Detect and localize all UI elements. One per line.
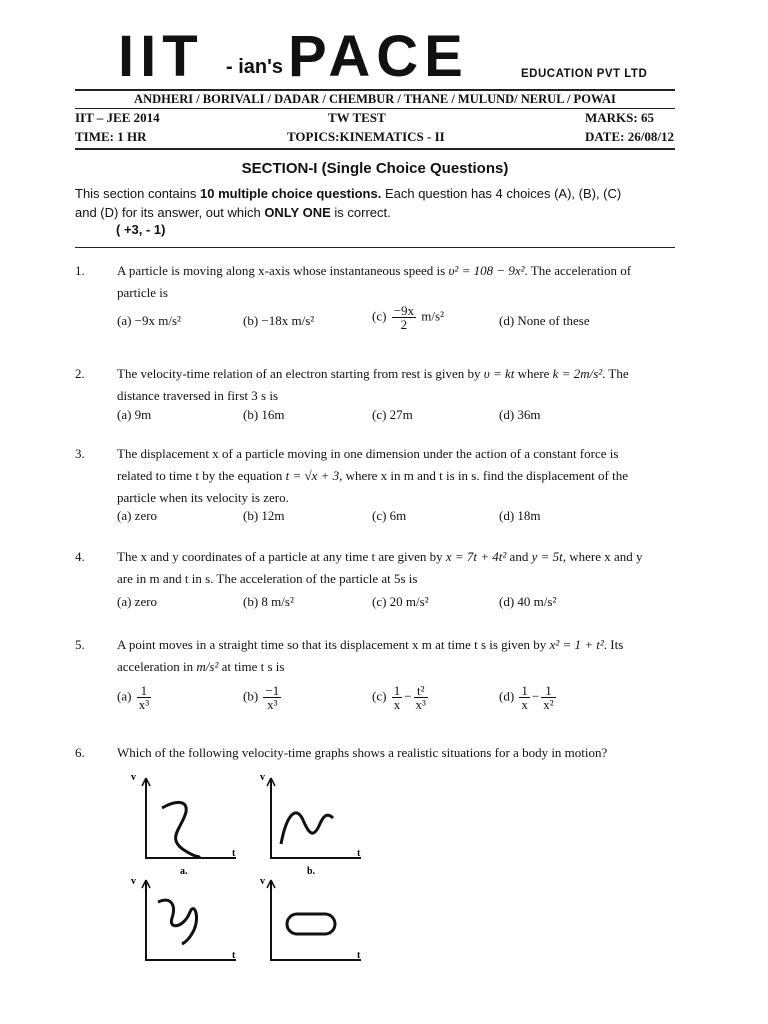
- q5-b-label: (b): [243, 688, 259, 704]
- q5-c-label: (c): [372, 688, 387, 704]
- exam-time: TIME: 1 HR: [75, 129, 147, 144]
- q2-line2: distance traversed in first 3 s is: [117, 388, 279, 403]
- logo-subtitle: EDUCATION PVT LTD: [521, 68, 648, 80]
- exam-name: IIT – JEE 2014: [75, 110, 160, 125]
- q5-c2-den: x³: [415, 697, 426, 712]
- q1-c-num: −9x: [393, 303, 415, 318]
- graph-c-t-label: t: [232, 950, 236, 961]
- q3-line3: particle when its velocity is zero.: [117, 490, 289, 505]
- q4-option-c: (c) 20 m/s²: [372, 594, 429, 609]
- section-title: SECTION-I (Single Choice Questions): [241, 160, 509, 177]
- graph-c-v-label: v: [131, 876, 136, 887]
- q5-line1-b: . Its: [603, 637, 624, 652]
- q4-equation-y: y = 5t: [531, 549, 563, 564]
- q4-line2: are in m and t in s. The acceleration of the particle at 5s is: [117, 571, 418, 586]
- q5-c2-num: t²: [414, 684, 428, 698]
- q5-d1-num: 1: [521, 683, 528, 698]
- logo-pace: PACE: [288, 24, 469, 89]
- q5-b-den: x³: [267, 697, 278, 712]
- q4-option-d: (d) 40 m/s²: [499, 594, 557, 609]
- q2-option-c: (c) 27m: [372, 407, 413, 422]
- question-6-number: 6.: [75, 745, 85, 760]
- q2-equation: υ = kt: [483, 366, 515, 381]
- q4-and: and: [509, 549, 529, 564]
- graph-d-t-label: t: [357, 950, 361, 961]
- graph-c: [128, 872, 243, 967]
- q5-c-fraction-2: [414, 684, 428, 711]
- q5-d-fraction-1: [519, 684, 530, 711]
- q3-equation: t = √x + 3: [285, 468, 340, 483]
- q5-d2-num: 1: [541, 684, 555, 698]
- marking-scheme: ( +3, - 1): [116, 222, 166, 237]
- q3-option-c: (c) 6m: [372, 508, 407, 523]
- question-3-text: [117, 443, 687, 509]
- q1-line1-end: . The acceleration of: [524, 263, 632, 278]
- q4-line1-a: The x and y coordinates of a particle at any time t are given by: [117, 549, 443, 564]
- q5-a-num: 1: [137, 684, 151, 698]
- q3-option-b: (b) 12m: [243, 508, 285, 523]
- question-2-number: 2.: [75, 366, 85, 381]
- intro-text-4: is correct.: [330, 205, 391, 220]
- graph-b-t-label: t: [357, 848, 361, 859]
- total-marks: MARKS: 65: [585, 110, 654, 125]
- intro-only-one: ONLY ONE: [264, 205, 331, 220]
- q5-d-label: (d): [499, 688, 515, 704]
- graph-a-t-label: t: [232, 848, 236, 859]
- q5-c-fraction-1: [392, 684, 403, 711]
- q5-c1-den: x: [393, 697, 401, 712]
- q3-line1: The displacement x of a particle moving in one dimension under the action of a constant force is: [117, 446, 619, 461]
- q2-line1: The velocity-time relation of an electron starting from rest is given by: [117, 366, 481, 381]
- header-top-rule: [75, 89, 675, 91]
- section-rule: [75, 247, 675, 248]
- institute-logo: [118, 26, 678, 88]
- graph-a: [128, 772, 243, 877]
- q5-a-label: (a): [117, 688, 132, 704]
- q2-option-d: (d) 36m: [499, 407, 541, 422]
- question-3-number: 3.: [75, 446, 85, 461]
- q5-b-fraction: [263, 684, 281, 711]
- test-name: TW TEST: [328, 110, 386, 125]
- q2-equation-2: k = 2m/s²: [552, 366, 603, 381]
- section-instructions: [75, 184, 685, 222]
- q1-option-a: (a) −9x m/s²: [117, 313, 181, 328]
- q5-d1-den: x: [521, 697, 528, 712]
- intro-text-3: and (D) for its answer, out which: [75, 205, 265, 220]
- q4-option-a: (a) zero: [117, 594, 158, 609]
- q3-option-d: (d) 18m: [499, 508, 541, 523]
- question-5-number: 5.: [75, 637, 85, 652]
- graph-b-v-label: v: [260, 772, 265, 783]
- q4-equation-x: x = 7t + 4t²: [445, 549, 507, 564]
- q1-line2: particle is: [117, 285, 168, 300]
- intro-text-2: Each question has 4 choices (A), (B), (C): [381, 186, 622, 201]
- question-2-text: [117, 363, 687, 407]
- intro-text: This section contains: [75, 186, 201, 201]
- q5-d2-den: x²: [543, 697, 554, 712]
- q5-c1-num: 1: [393, 683, 401, 698]
- header-mid-rule: [75, 108, 675, 109]
- q5-a-fraction: [137, 684, 151, 711]
- q4-line1-b: , where x and y: [562, 549, 643, 564]
- q1-c-den: 2: [400, 317, 408, 332]
- header-bottom-rule: [75, 148, 675, 150]
- graph-a-label: a.: [180, 866, 188, 877]
- question-4-text: [117, 546, 687, 590]
- centers-list: ANDHERI / BORIVALI / DADAR / CHEMBUR / THANE / MULUND/ NERUL / POWAI: [134, 92, 616, 106]
- q5-equation: x² = 1 + t²: [549, 637, 604, 652]
- q1-option-d: (d) None of these: [499, 313, 590, 328]
- graph-d: [257, 872, 367, 967]
- q1-option-c: [372, 304, 444, 331]
- q5-option-c: (c) $\frac{1}{x}$ − $\frac{\text{t²}}{\text{x³}}$: [372, 683, 426, 712]
- q3-option-a: (a) zero: [117, 508, 158, 523]
- graph-a-v-label: v: [131, 772, 136, 783]
- logo-ians: - ian's: [226, 56, 283, 78]
- q5-line1-a: A point moves in a straight time so that its displacement x m at time t s is given by: [117, 637, 547, 652]
- question-4-number: 4.: [75, 549, 85, 564]
- q2-where: where: [517, 366, 550, 381]
- q5-d-fraction-2: [541, 684, 555, 711]
- topics: TOPICS:KINEMATICS - II: [287, 129, 445, 144]
- q1-c-fraction: [392, 304, 416, 331]
- q1-c-unit: m/s²: [421, 308, 444, 324]
- exam-date: DATE: 26/08/12: [585, 129, 674, 144]
- graph-b: [257, 772, 367, 877]
- q5-a-den: x³: [138, 697, 150, 712]
- q5-unit: m/s²: [196, 659, 219, 674]
- q5-b-num: −1: [265, 683, 280, 698]
- q2-line1-end: . The: [602, 366, 629, 381]
- q1-line1: A particle is moving along x-axis whose instantaneous speed is: [117, 263, 446, 278]
- q3-line2-b: , where x in m and t is in s. find the displacement of the: [339, 468, 628, 483]
- q3-line2-a: related to time t by the equation: [117, 468, 283, 483]
- q1-equation: υ² = 108 − 9x²: [448, 263, 525, 278]
- graph-b-label: b.: [307, 866, 316, 877]
- logo-iit: IIT: [118, 24, 204, 89]
- intro-bold: 10 multiple choice questions.: [200, 186, 382, 201]
- graph-d-v-label: v: [260, 876, 265, 887]
- q5-option-b: [243, 684, 283, 711]
- q1-option-b: (b) −18x m/s²: [243, 313, 315, 328]
- question-5-text: [117, 634, 687, 678]
- q2-option-b: (b) 16m: [243, 407, 285, 422]
- q5-option-d: (d) $\frac{1}{x}$ − $\frac{1}{\text{x²}}$: [499, 683, 554, 712]
- question-1-number: 1.: [75, 263, 85, 278]
- q2-option-a: (a) 9m: [117, 407, 152, 422]
- q1-c-label: (c): [372, 308, 387, 324]
- q5-line2-b: at time t s is: [221, 659, 285, 674]
- q5-line2-a: acceleration in: [117, 659, 194, 674]
- question-6-text: Which of the following velocity-time graphs shows a realistic situations for a body in motion?: [117, 745, 608, 760]
- question-1-text: [117, 260, 687, 304]
- q4-option-b: (b) 8 m/s²: [243, 594, 294, 609]
- q5-option-a: [117, 684, 153, 711]
